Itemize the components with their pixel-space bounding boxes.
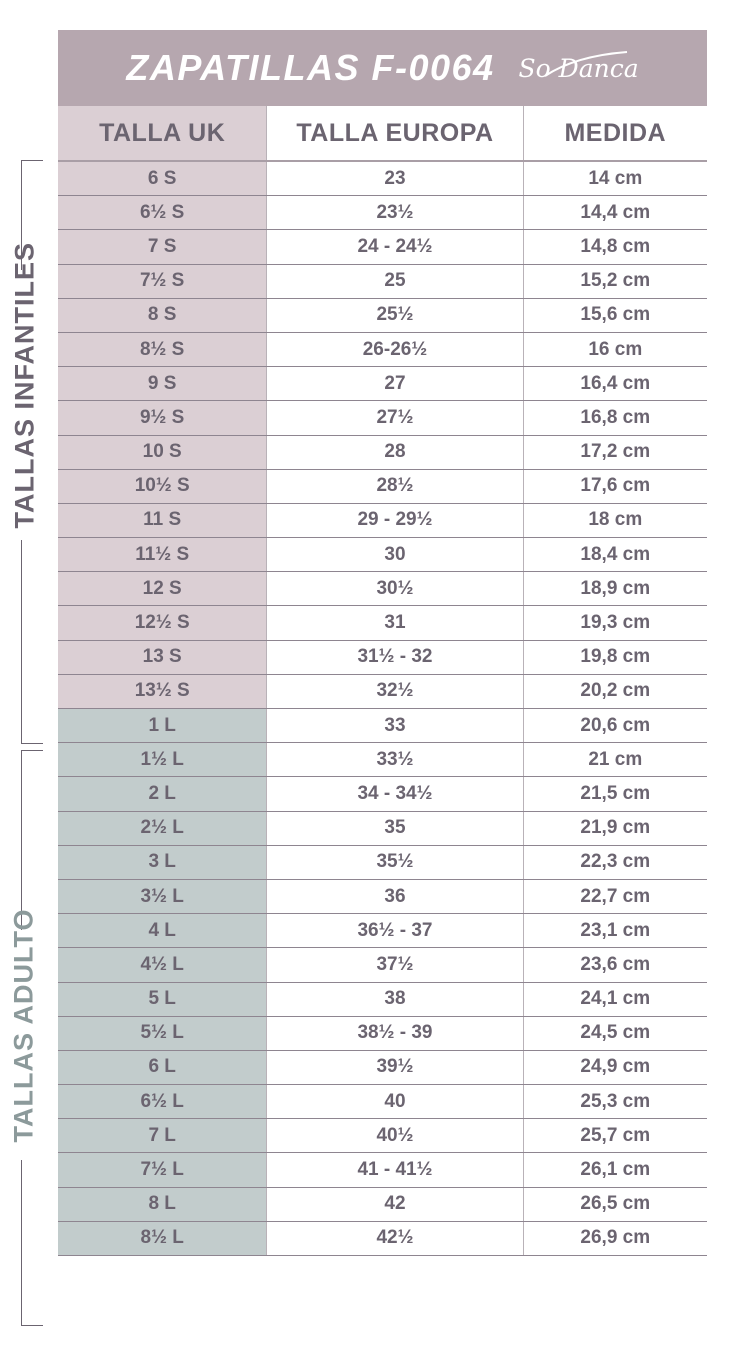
cell-medida: 20,2 cm (523, 675, 707, 708)
cell-uk: 4½ L (58, 948, 266, 981)
kids-bracket-top (21, 160, 43, 161)
table-row (58, 1222, 707, 1256)
cell-medida: 22,7 cm (523, 880, 707, 913)
table-row (58, 812, 707, 846)
cell-uk: 6½ L (58, 1085, 266, 1118)
cell-uk: 10 S (58, 436, 266, 469)
table-row (58, 230, 707, 264)
cell-europa: 24 - 24½ (266, 230, 522, 263)
table-row (58, 1085, 707, 1119)
cell-medida: 24,9 cm (523, 1051, 707, 1084)
cell-europa: 30½ (266, 572, 522, 605)
cell-europa: 28½ (266, 470, 522, 503)
cell-medida: 22,3 cm (523, 846, 707, 879)
table-row (58, 299, 707, 333)
cell-europa: 29 - 29½ (266, 504, 522, 537)
cell-medida: 26,9 cm (523, 1222, 707, 1255)
cell-europa: 38 (266, 983, 522, 1016)
cell-uk: 7 S (58, 230, 266, 263)
cell-uk: 7½ L (58, 1153, 266, 1186)
cell-medida: 16,4 cm (523, 367, 707, 400)
cell-europa: 36½ - 37 (266, 914, 522, 947)
cell-europa: 30 (266, 538, 522, 571)
cell-europa: 32½ (266, 675, 522, 708)
cell-uk: 3½ L (58, 880, 266, 913)
size-chart (58, 30, 707, 1256)
cell-medida: 14 cm (523, 162, 707, 195)
cell-medida: 17,2 cm (523, 436, 707, 469)
cell-uk: 5 L (58, 983, 266, 1016)
cell-europa: 42 (266, 1188, 522, 1221)
cell-europa: 39½ (266, 1051, 522, 1084)
cell-europa: 28 (266, 436, 522, 469)
cell-europa: 23 (266, 162, 522, 195)
cell-medida: 14,8 cm (523, 230, 707, 263)
table-row (58, 367, 707, 401)
cell-uk: 9½ S (58, 401, 266, 434)
table-row (58, 162, 707, 196)
table-row (58, 265, 707, 299)
table-row (58, 880, 707, 914)
cell-medida: 23,1 cm (523, 914, 707, 947)
cell-uk: 6½ S (58, 196, 266, 229)
table-row (58, 538, 707, 572)
cell-europa: 33½ (266, 743, 522, 776)
cell-medida: 24,5 cm (523, 1017, 707, 1050)
header-medida: MEDIDA (523, 106, 707, 160)
table-header (58, 106, 707, 162)
cell-uk: 1½ L (58, 743, 266, 776)
table-row (58, 641, 707, 675)
table-row (58, 914, 707, 948)
cell-europa: 34 - 34½ (266, 777, 522, 810)
cell-uk: 11 S (58, 504, 266, 537)
cell-uk: 2 L (58, 777, 266, 810)
page-title: ZAPATILLAS F-0064 (126, 47, 495, 88)
adult-bracket-top (21, 750, 43, 751)
table-row (58, 470, 707, 504)
cell-europa: 42½ (266, 1222, 522, 1255)
cell-uk: 4 L (58, 914, 266, 947)
kids-bracket-line-bottom (21, 540, 22, 744)
cell-uk: 13½ S (58, 675, 266, 708)
cell-europa: 41 - 41½ (266, 1153, 522, 1186)
cell-medida: 21,5 cm (523, 777, 707, 810)
table-row (58, 675, 707, 709)
table-row (58, 846, 707, 880)
brand-logo (519, 54, 639, 83)
cell-europa: 35½ (266, 846, 522, 879)
cell-europa: 33 (266, 709, 522, 742)
header-europa: TALLA EUROPA (266, 106, 522, 160)
cell-medida: 18,4 cm (523, 538, 707, 571)
cell-europa: 23½ (266, 196, 522, 229)
cell-medida: 25,7 cm (523, 1119, 707, 1152)
cell-medida: 15,6 cm (523, 299, 707, 332)
table-row (58, 436, 707, 470)
cell-medida: 16 cm (523, 333, 707, 366)
table-row (58, 333, 707, 367)
table-row (58, 948, 707, 982)
adult-bracket-bottom (21, 1325, 43, 1326)
table-row (58, 709, 707, 743)
adult-bracket-line-top (21, 750, 22, 930)
cell-medida: 19,3 cm (523, 606, 707, 639)
cell-uk: 11½ S (58, 538, 266, 571)
cell-medida: 26,5 cm (523, 1188, 707, 1221)
cell-europa: 27 (266, 367, 522, 400)
cell-medida: 18 cm (523, 504, 707, 537)
table-row (58, 1051, 707, 1085)
table-row (58, 1188, 707, 1222)
cell-uk: 8 L (58, 1188, 266, 1221)
cell-medida: 15,2 cm (523, 265, 707, 298)
cell-europa: 36 (266, 880, 522, 913)
cell-uk: 8½ S (58, 333, 266, 366)
cell-europa: 35 (266, 812, 522, 845)
cell-europa: 31½ - 32 (266, 641, 522, 674)
table-row (58, 401, 707, 435)
cell-europa: 37½ (266, 948, 522, 981)
cell-uk: 8½ L (58, 1222, 266, 1255)
table-row (58, 1153, 707, 1187)
cell-uk: 6 S (58, 162, 266, 195)
cell-uk: 3 L (58, 846, 266, 879)
table-row (58, 743, 707, 777)
table-row (58, 606, 707, 640)
table-row (58, 504, 707, 538)
cell-medida: 21,9 cm (523, 812, 707, 845)
cell-uk: 9 S (58, 367, 266, 400)
cell-europa: 25 (266, 265, 522, 298)
cell-uk: 7½ S (58, 265, 266, 298)
table-row (58, 572, 707, 606)
cell-medida: 19,8 cm (523, 641, 707, 674)
cell-uk: 6 L (58, 1051, 266, 1084)
table-row (58, 1017, 707, 1051)
swoosh-icon (515, 46, 635, 86)
cell-uk: 2½ L (58, 812, 266, 845)
cell-uk: 7 L (58, 1119, 266, 1152)
cell-europa: 26-26½ (266, 333, 522, 366)
cell-medida: 21 cm (523, 743, 707, 776)
cell-uk: 12 S (58, 572, 266, 605)
table-row (58, 196, 707, 230)
cell-europa: 27½ (266, 401, 522, 434)
cell-uk: 10½ S (58, 470, 266, 503)
title-bar (58, 30, 707, 106)
cell-europa: 31 (266, 606, 522, 639)
header-uk: TALLA UK (58, 106, 266, 160)
table-row (58, 777, 707, 811)
cell-europa: 40 (266, 1085, 522, 1118)
kids-group-label: TALLAS INFANTILES (9, 242, 40, 529)
cell-uk: 13 S (58, 641, 266, 674)
cell-medida: 25,3 cm (523, 1085, 707, 1118)
cell-europa: 38½ - 39 (266, 1017, 522, 1050)
cell-europa: 40½ (266, 1119, 522, 1152)
cell-medida: 16,8 cm (523, 401, 707, 434)
cell-uk: 5½ L (58, 1017, 266, 1050)
cell-medida: 20,6 cm (523, 709, 707, 742)
adult-group-label: TALLAS ADULTO (8, 908, 39, 1143)
kids-bracket-bottom (21, 743, 43, 744)
cell-medida: 24,1 cm (523, 983, 707, 1016)
brand-text: So Danca (518, 53, 639, 83)
cell-uk: 12½ S (58, 606, 266, 639)
table-body (58, 162, 707, 1256)
table-row (58, 1119, 707, 1153)
table-row (58, 983, 707, 1017)
cell-medida: 14,4 cm (523, 196, 707, 229)
cell-medida: 23,6 cm (523, 948, 707, 981)
cell-europa: 25½ (266, 299, 522, 332)
cell-medida: 18,9 cm (523, 572, 707, 605)
adult-bracket-line-bottom (21, 1160, 22, 1326)
cell-medida: 17,6 cm (523, 470, 707, 503)
cell-uk: 8 S (58, 299, 266, 332)
cell-uk: 1 L (58, 709, 266, 742)
cell-medida: 26,1 cm (523, 1153, 707, 1186)
